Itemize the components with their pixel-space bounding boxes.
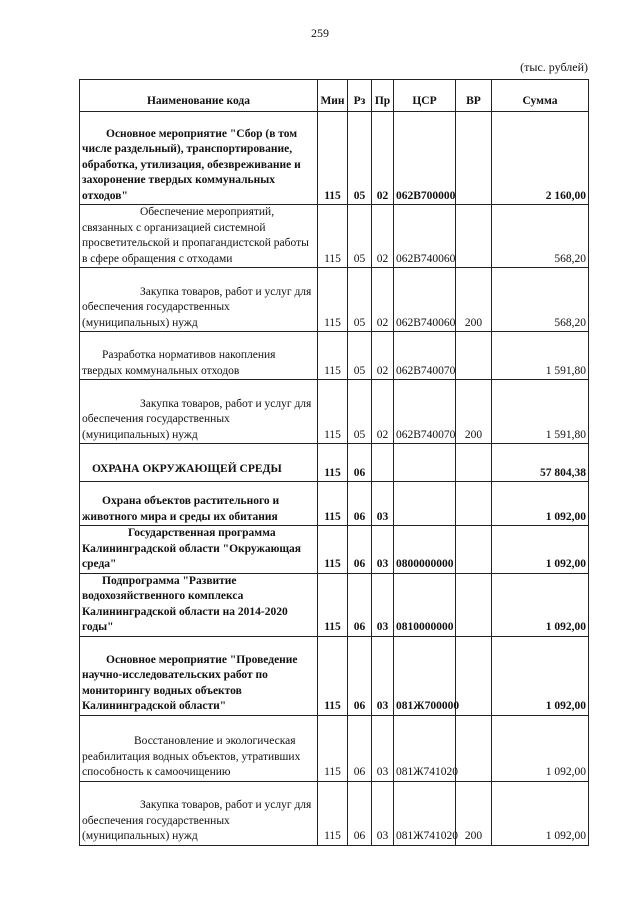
row-name: Основное мероприятие "Проведение научно-исследовательских работ по мониторингу водных объектов Калининградской области" <box>82 653 298 712</box>
row-csr: 0800000000 <box>394 526 456 574</box>
row-min: 115 <box>318 444 348 482</box>
row-name: Восстановление и экологическая реабилитация водных объектов, утративших способность к самоочищению <box>82 735 301 778</box>
row-sum: 2 160,00 <box>492 112 589 205</box>
row-rz: 06 <box>348 715 372 781</box>
row-vr: 200 <box>456 781 492 845</box>
row-csr: 081Ж700000 <box>394 636 456 715</box>
row-csr <box>394 444 456 482</box>
row-vr <box>456 332 492 380</box>
row-csr: 062В740060 <box>394 205 456 268</box>
row-name: Обеспечение мероприятий, связанных с организацией системной просветительской и пропагандистской работы в сфере обращения с отходами <box>82 206 309 265</box>
row-name: Подпрограмма "Развитие водохозяйственного комплекса Калининградской области на 2014-2020 годы" <box>82 574 288 633</box>
row-sum: 1 092,00 <box>492 482 589 526</box>
row-vr <box>456 636 492 715</box>
table-row <box>80 380 589 444</box>
row-min: 115 <box>318 332 348 380</box>
table-row <box>80 482 589 526</box>
row-name: Разработка нормативов накопления твердых коммунальных отходов <box>82 349 276 377</box>
row-name: Закупка товаров, работ и услуг для обеспечения государственных (муниципальных) нужд <box>82 285 312 329</box>
row-vr <box>456 573 492 636</box>
row-sum: 57 804,38 <box>492 444 589 482</box>
row-rz: 06 <box>348 781 372 845</box>
row-sum: 1 092,00 <box>492 781 589 845</box>
row-name: ОХРАНА ОКРУЖАЮЩЕЙ СРЕДЫ <box>92 462 282 475</box>
row-rz: 05 <box>348 205 372 268</box>
row-rz: 05 <box>348 268 372 332</box>
header-vr: ВР <box>456 80 492 112</box>
row-name: Закупка товаров, работ и услуг для обеспечения государственных (муниципальных) нужд <box>82 397 312 441</box>
row-pr: 02 <box>372 332 394 380</box>
table-row <box>80 112 589 205</box>
row-vr: 200 <box>456 268 492 332</box>
row-name: Государственная программа Калининградской области "Окружающая среда" <box>82 527 302 570</box>
header-min: Мин <box>318 80 348 112</box>
row-pr: 02 <box>372 380 394 444</box>
row-min: 115 <box>318 636 348 715</box>
row-min: 115 <box>318 380 348 444</box>
row-csr: 062В700000 <box>394 112 456 205</box>
row-pr: 02 <box>372 112 394 205</box>
row-vr <box>456 444 492 482</box>
row-sum: 1 591,80 <box>492 380 589 444</box>
row-csr: 0810000000 <box>394 573 456 636</box>
row-vr <box>456 112 492 205</box>
budget-table <box>79 79 589 846</box>
row-pr <box>372 444 394 482</box>
table-row <box>80 332 589 380</box>
header-csr: ЦСР <box>394 80 456 112</box>
table-row <box>80 636 589 715</box>
row-sum: 1 092,00 <box>492 715 589 781</box>
row-vr <box>456 205 492 268</box>
page-number: 259 <box>311 26 329 40</box>
row-min: 115 <box>318 526 348 574</box>
row-rz: 05 <box>348 380 372 444</box>
table-row <box>80 444 589 482</box>
table-row <box>80 781 589 845</box>
header-rz: Рз <box>348 80 372 112</box>
row-pr: 02 <box>372 205 394 268</box>
row-csr: 081Ж741020 <box>394 781 456 845</box>
row-rz: 06 <box>348 636 372 715</box>
row-pr: 03 <box>372 636 394 715</box>
row-sum: 1 092,00 <box>492 573 589 636</box>
row-min: 115 <box>318 205 348 268</box>
row-min: 115 <box>318 268 348 332</box>
row-vr: 200 <box>456 380 492 444</box>
table-row <box>80 205 589 268</box>
row-sum: 1 591,80 <box>492 332 589 380</box>
row-vr <box>456 526 492 574</box>
row-sum: 1 092,00 <box>492 636 589 715</box>
table-row <box>80 715 589 781</box>
units-label: (тыс. рублей) <box>520 60 588 74</box>
row-min: 115 <box>318 112 348 205</box>
row-min: 115 <box>318 781 348 845</box>
row-vr <box>456 482 492 526</box>
row-sum: 1 092,00 <box>492 526 589 574</box>
row-rz: 06 <box>348 482 372 526</box>
header-sum: Сумма <box>492 80 589 112</box>
row-sum: 568,20 <box>492 205 589 268</box>
row-vr <box>456 715 492 781</box>
row-csr: 062В740070 <box>394 332 456 380</box>
header-name: Наименование кода <box>80 80 318 112</box>
row-min: 115 <box>318 573 348 636</box>
row-pr: 03 <box>372 573 394 636</box>
row-name: Охрана объектов растительного и животного мира и среды их обитания <box>82 495 280 523</box>
header-pr: Пр <box>372 80 394 112</box>
row-pr: 03 <box>372 482 394 526</box>
table-header-row <box>80 80 589 112</box>
table-row <box>80 526 589 574</box>
row-pr: 03 <box>372 781 394 845</box>
row-csr <box>394 482 456 526</box>
row-name: Основное мероприятие "Сбор (в том числе раздельный), транспортирование, обработка, утилизация, обезвреживание и захоронение твердых коммунальных отходов" <box>82 127 301 202</box>
row-sum: 568,20 <box>492 268 589 332</box>
row-rz: 05 <box>348 112 372 205</box>
table-row <box>80 268 589 332</box>
table-row <box>80 573 589 636</box>
row-csr: 062В740070 <box>394 380 456 444</box>
row-min: 115 <box>318 715 348 781</box>
row-rz: 06 <box>348 526 372 574</box>
row-pr: 02 <box>372 268 394 332</box>
row-min: 115 <box>318 482 348 526</box>
row-csr: 081Ж741020 <box>394 715 456 781</box>
row-name: Закупка товаров, работ и услуг для обеспечения государственных (муниципальных) нужд <box>82 799 312 842</box>
row-rz: 06 <box>348 444 372 482</box>
row-rz: 05 <box>348 332 372 380</box>
row-pr: 03 <box>372 526 394 574</box>
row-pr: 03 <box>372 715 394 781</box>
row-rz: 06 <box>348 573 372 636</box>
row-csr: 062В740060 <box>394 268 456 332</box>
